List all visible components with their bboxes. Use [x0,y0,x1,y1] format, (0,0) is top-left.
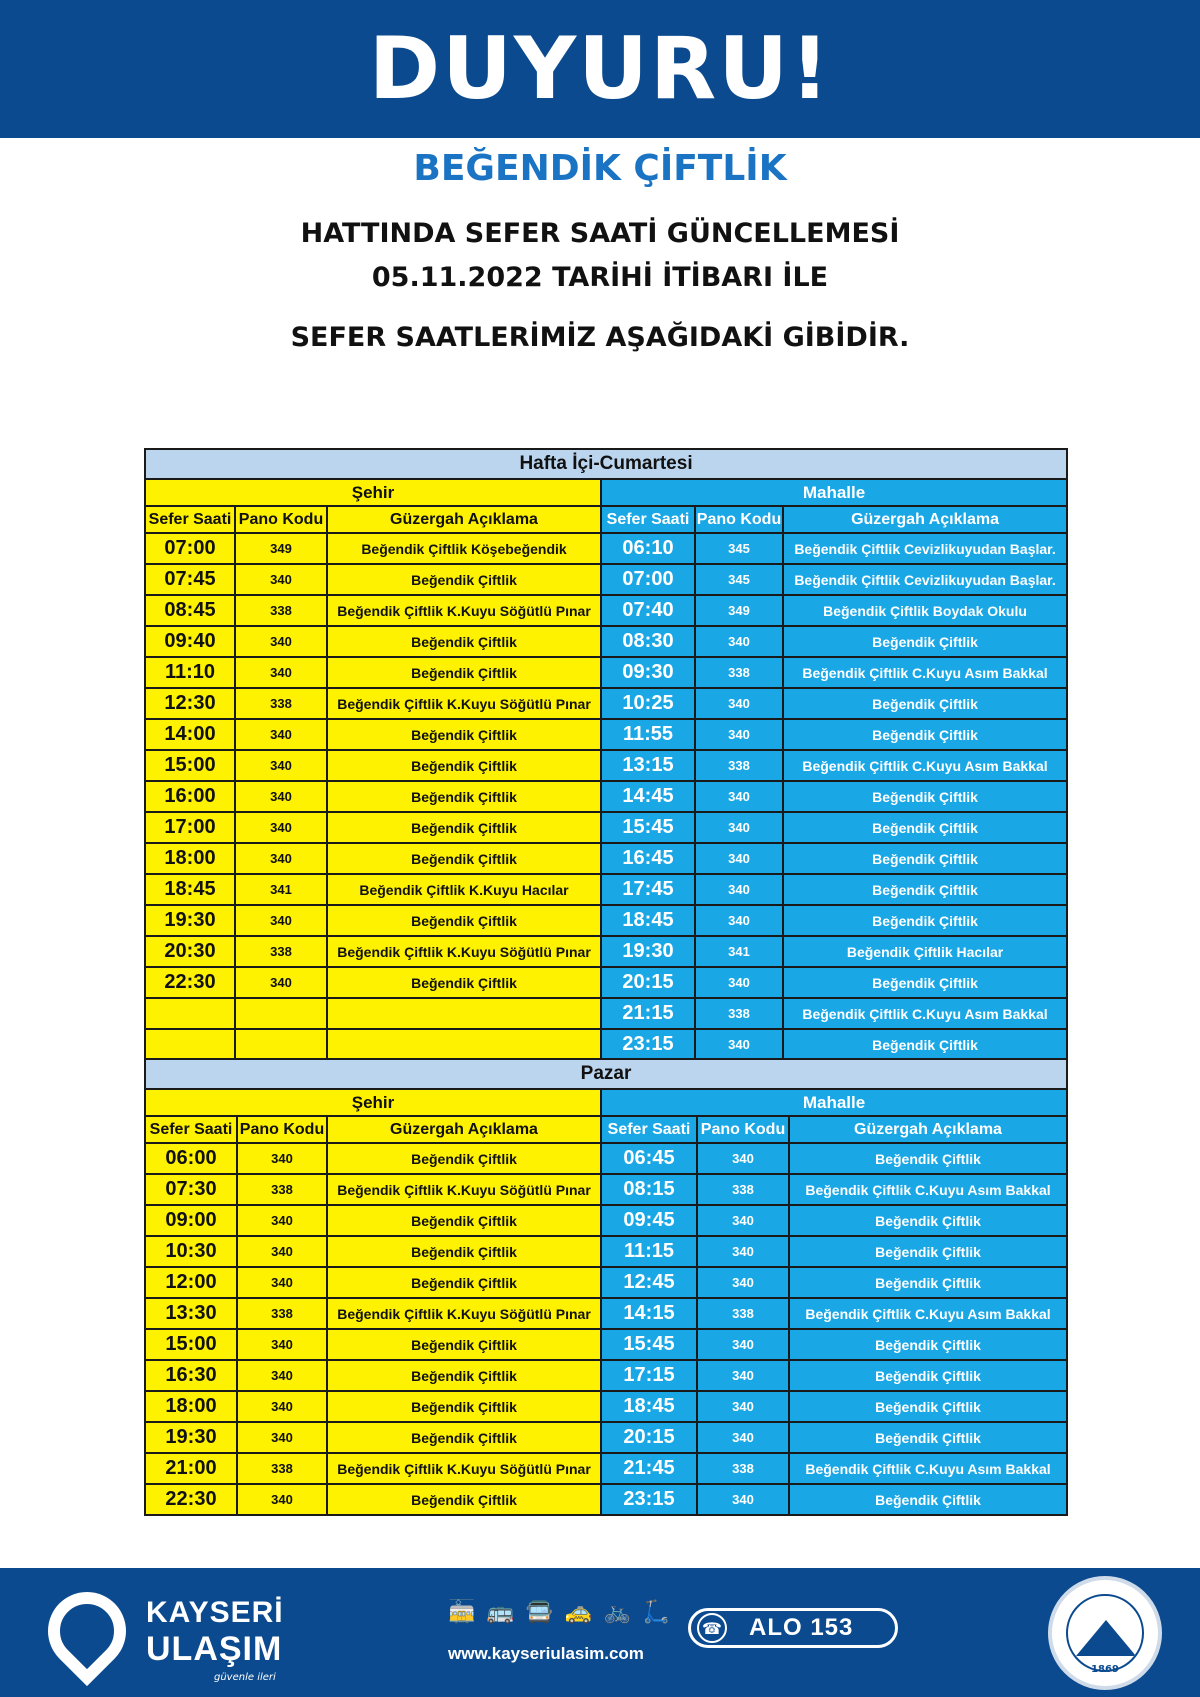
table-row [145,781,1067,812]
mahalle-desc-cell: Beğendik Çiftlik [789,1205,1067,1236]
col-pano-kodu: Pano Kodu [697,1116,789,1143]
table-row [145,936,1067,967]
sehir-time-cell: 16:00 [145,781,235,812]
mahalle-time-cell: 21:45 [601,1453,697,1484]
sehir-desc-cell: Beğendik Çiftlik [327,781,601,812]
taxi-icon: 🚕 [564,1600,593,1625]
sehir-time-cell: 12:00 [145,1267,237,1298]
sehir-time-cell: 14:00 [145,719,235,750]
mahalle-desc-cell: Beğendik Çiftlik C.Kuyu Asım Bakkal [783,998,1067,1029]
top-banner [0,0,1200,138]
mahalle-time-cell: 14:45 [601,781,695,812]
mahalle-code-cell: 338 [697,1298,789,1329]
sehir-code-cell: 340 [237,1267,327,1298]
sehir-code-cell: 340 [237,1143,327,1174]
mahalle-code-cell: 340 [697,1267,789,1298]
mahalle-time-cell: 10:25 [601,688,695,719]
table-row [145,967,1067,998]
sehir-desc-cell: Beğendik Çiftlik K.Kuyu Söğütlü Pınar [327,936,601,967]
mahalle-desc-cell: Beğendik Çiftlik [783,781,1067,812]
mahalle-desc-cell: Beğendik Çiftlik [783,812,1067,843]
sehir-time-cell: 07:00 [145,533,235,564]
mahalle-code-cell: 340 [695,688,783,719]
table-row [145,1484,1067,1515]
table-row [145,1391,1067,1422]
mahalle-desc-cell: Beğendik Çiftlik [789,1484,1067,1515]
mahalle-code-cell: 340 [697,1329,789,1360]
sehir-code-cell: 340 [237,1360,327,1391]
table-row [145,874,1067,905]
mahalle-time-cell: 09:30 [601,657,695,688]
sehir-code-cell: 341 [235,874,327,905]
hotline-badge[interactable] [688,1608,898,1648]
sehir-code-cell: 340 [235,781,327,812]
sehir-desc-cell: Beğendik Çiftlik K.Kuyu Söğütlü Pınar [327,688,601,719]
col-sefer-saati: Sefer Saati [601,1116,697,1143]
sunday-schedule-table [144,1058,1068,1516]
mahalle-desc-cell: Beğendik Çiftlik [789,1236,1067,1267]
mahalle-time-cell: 15:45 [601,812,695,843]
table-row [145,812,1067,843]
table-row [145,595,1067,626]
sehir-time-cell: 09:40 [145,626,235,657]
sehir-header: Şehir [145,1089,601,1116]
sehir-time-cell: 13:30 [145,1298,237,1329]
table-row [145,564,1067,595]
mahalle-code-cell: 340 [697,1422,789,1453]
sehir-time-cell: 22:30 [145,1484,237,1515]
phone-icon: ☎ [697,1613,727,1643]
sehir-time-cell: 15:00 [145,750,235,781]
sehir-code-cell: 340 [237,1422,327,1453]
sehir-time-cell: 06:00 [145,1143,237,1174]
website-link[interactable]: www.kayseriulasim.com [448,1644,644,1663]
mahalle-desc-cell: Beğendik Çiftlik [789,1422,1067,1453]
table-row [145,750,1067,781]
mahalle-desc-cell: Beğendik Çiftlik [783,626,1067,657]
sehir-time-cell: 21:00 [145,1453,237,1484]
mahalle-code-cell: 345 [695,533,783,564]
sehir-desc-cell: Beğendik Çiftlik [327,1267,601,1298]
mahalle-time-cell: 11:55 [601,719,695,750]
mahalle-desc-cell: Beğendik Çiftlik Cevizlikuyudan Başlar. [783,533,1067,564]
mahalle-code-cell: 338 [695,657,783,688]
sehir-desc-cell: Beğendik Çiftlik [327,1360,601,1391]
municipality-seal-logo [1048,1576,1162,1690]
mahalle-desc-cell: Beğendik Çiftlik [789,1143,1067,1174]
mahalle-header: Mahalle [601,479,1067,506]
sehir-time-cell [145,1029,235,1060]
col-guzergah: Güzergah Açıklama [783,506,1067,533]
sehir-code-cell: 340 [235,843,327,874]
mahalle-time-cell: 08:30 [601,626,695,657]
mahalle-code-cell: 340 [695,626,783,657]
sehir-code-cell: 340 [235,657,327,688]
sehir-desc-cell: Beğendik Çiftlik [327,1422,601,1453]
col-sefer-saati: Sefer Saati [145,1116,237,1143]
mahalle-desc-cell: Beğendik Çiftlik [789,1267,1067,1298]
mahalle-time-cell: 23:15 [601,1484,697,1515]
sehir-code-cell: 340 [237,1236,327,1267]
sehir-code-cell: 338 [237,1453,327,1484]
route-name: BEĞENDİK ÇİFTLİK [413,148,787,189]
mahalle-time-cell: 07:00 [601,564,695,595]
sehir-desc-cell: Beğendik Çiftlik [327,626,601,657]
sehir-desc-cell: Beğendik Çiftlik [327,967,601,998]
mahalle-time-cell: 13:15 [601,750,695,781]
sehir-time-cell: 17:00 [145,812,235,843]
sehir-desc-cell: Beğendik Çiftlik [327,1143,601,1174]
sehir-code-cell: 340 [235,967,327,998]
sehir-code-cell: 340 [237,1484,327,1515]
sehir-time-cell: 11:10 [145,657,235,688]
sehir-desc-cell: Beğendik Çiftlik K.Kuyu Söğütlü Pınar [327,1453,601,1484]
table-row [145,1029,1067,1060]
sehir-time-cell: 18:45 [145,874,235,905]
table-row [145,1174,1067,1205]
mahalle-time-cell: 21:15 [601,998,695,1029]
mahalle-desc-cell: Beğendik Çiftlik [783,843,1067,874]
announcement-title: DUYURU! [368,19,832,119]
sehir-header: Şehir [145,479,601,506]
table-row [145,626,1067,657]
sehir-code-cell: 338 [235,936,327,967]
mahalle-time-cell: 20:15 [601,1422,697,1453]
table-row [145,1236,1067,1267]
mahalle-desc-cell: Beğendik Çiftlik C.Kuyu Asım Bakkal [783,750,1067,781]
bus-icon: 🚍 [525,1600,554,1625]
mahalle-code-cell: 340 [695,812,783,843]
table-row [145,1453,1067,1484]
sehir-code-cell: 349 [235,533,327,564]
sehir-time-cell: 18:00 [145,1391,237,1422]
mahalle-code-cell: 338 [697,1453,789,1484]
mahalle-time-cell: 15:45 [601,1329,697,1360]
sehir-time-cell: 10:30 [145,1236,237,1267]
col-pano-kodu: Pano Kodu [235,506,327,533]
mahalle-code-cell: 338 [695,750,783,781]
mahalle-code-cell: 340 [697,1360,789,1391]
mahalle-code-cell: 345 [695,564,783,595]
mahalle-time-cell: 14:15 [601,1298,697,1329]
mahalle-desc-cell: Beğendik Çiftlik [783,967,1067,998]
mahalle-desc-cell: Beğendik Çiftlik C.Kuyu Asım Bakkal [789,1298,1067,1329]
transport-icons [448,1600,670,1634]
sehir-desc-cell: Beğendik Çiftlik [327,843,601,874]
seal-year: 1869 [1091,1664,1119,1675]
sehir-time-cell: 09:00 [145,1205,237,1236]
sehir-time-cell: 20:30 [145,936,235,967]
table-row [145,1205,1067,1236]
weekday-schedule-table [144,448,1068,1061]
notice-line-1: HATTINDA SEFER SAATİ GÜNCELLEMESİ [300,218,900,249]
mahalle-header: Mahalle [601,1089,1067,1116]
mahalle-time-cell: 20:15 [601,967,695,998]
table-row [145,998,1067,1029]
col-sefer-saati: Sefer Saati [145,506,235,533]
sehir-time-cell: 12:30 [145,688,235,719]
sehir-desc-cell: Beğendik Çiftlik [327,1329,601,1360]
mahalle-desc-cell: Beğendik Çiftlik [783,874,1067,905]
notice-line-3: SEFER SAATLERİMİZ AŞAĞIDAKİ GİBİDİR. [290,322,910,353]
mahalle-desc-cell: Beğendik Çiftlik [783,688,1067,719]
mahalle-desc-cell: Beğendik Çiftlik C.Kuyu Asım Bakkal [783,657,1067,688]
sehir-desc-cell: Beğendik Çiftlik [327,750,601,781]
sehir-time-cell: 15:00 [145,1329,237,1360]
sehir-time-cell: 18:00 [145,843,235,874]
mahalle-time-cell: 06:10 [601,533,695,564]
mahalle-time-cell: 11:15 [601,1236,697,1267]
footer-banner [0,1568,1200,1697]
sehir-code-cell: 340 [237,1329,327,1360]
table-row [145,843,1067,874]
mahalle-desc-cell: Beğendik Çiftlik C.Kuyu Asım Bakkal [789,1453,1067,1484]
mahalle-time-cell: 07:40 [601,595,695,626]
mahalle-desc-cell: Beğendik Çiftlik [783,719,1067,750]
mahalle-desc-cell: Beğendik Çiftlik Cevizlikuyudan Başlar. [783,564,1067,595]
sehir-time-cell: 19:30 [145,1422,237,1453]
sehir-desc-cell: Beğendik Çiftlik [327,1484,601,1515]
sehir-time-cell: 07:30 [145,1174,237,1205]
mahalle-desc-cell: Beğendik Çiftlik C.Kuyu Asım Bakkal [789,1174,1067,1205]
sehir-desc-cell: Beğendik Çiftlik [327,1391,601,1422]
table-row [145,1360,1067,1391]
sehir-code-cell: 338 [237,1298,327,1329]
sehir-time-cell: 19:30 [145,905,235,936]
col-guzergah: Güzergah Açıklama [327,506,601,533]
bicycle-icon: 🚲 [603,1600,632,1625]
mahalle-code-cell: 340 [697,1205,789,1236]
tram-icon: 🚋 [448,1600,476,1625]
sehir-code-cell: 340 [235,812,327,843]
mahalle-code-cell: 340 [695,843,783,874]
notice-line-2: 05.11.2022 TARİHİ İTİBARI İLE [371,262,829,293]
mahalle-time-cell: 16:45 [601,843,695,874]
sehir-code-cell [235,1029,327,1060]
table-row [145,1143,1067,1174]
sehir-desc-cell: Beğendik Çiftlik K.Kuyu Söğütlü Pınar [327,595,601,626]
mahalle-code-cell: 340 [695,719,783,750]
sunday-title: Pazar [145,1059,1067,1089]
sehir-code-cell: 340 [235,905,327,936]
mahalle-code-cell: 338 [697,1174,789,1205]
sehir-desc-cell: Beğendik Çiftlik K.Kuyu Söğütlü Pınar [327,1174,601,1205]
mahalle-desc-cell: Beğendik Çiftlik [789,1329,1067,1360]
brand-line-1: KAYSERİ [146,1596,284,1629]
mahalle-desc-cell: Beğendik Çiftlik Boydak Okulu [783,595,1067,626]
table-row [145,1298,1067,1329]
table-row [145,905,1067,936]
table-row [145,657,1067,688]
mahalle-time-cell: 18:45 [601,905,695,936]
scooter-icon: 🛴 [642,1600,670,1625]
sehir-code-cell: 340 [235,626,327,657]
mahalle-desc-cell: Beğendik Çiftlik [789,1360,1067,1391]
sehir-code-cell: 340 [235,719,327,750]
sehir-code-cell [235,998,327,1029]
location-pin-icon [32,1576,142,1686]
col-guzergah: Güzergah Açıklama [789,1116,1067,1143]
mahalle-desc-cell: Beğendik Çiftlik [783,905,1067,936]
sehir-time-cell: 16:30 [145,1360,237,1391]
table-row [145,719,1067,750]
mahalle-code-cell: 338 [695,998,783,1029]
sehir-code-cell: 338 [235,688,327,719]
sehir-desc-cell: Beğendik Çiftlik [327,719,601,750]
sehir-desc-cell [327,1029,601,1060]
mahalle-time-cell: 19:30 [601,936,695,967]
mahalle-time-cell: 08:15 [601,1174,697,1205]
mahalle-desc-cell: Beğendik Çiftlik [783,1029,1067,1060]
sehir-time-cell: 08:45 [145,595,235,626]
mahalle-code-cell: 340 [697,1143,789,1174]
mahalle-desc-cell: Beğendik Çiftlik Hacılar [783,936,1067,967]
col-sefer-saati: Sefer Saati [601,506,695,533]
sehir-desc-cell: Beğendik Çiftlik [327,657,601,688]
mahalle-time-cell: 06:45 [601,1143,697,1174]
sehir-code-cell: 338 [237,1174,327,1205]
mahalle-code-cell: 340 [697,1484,789,1515]
sehir-code-cell: 338 [235,595,327,626]
mahalle-desc-cell: Beğendik Çiftlik [789,1391,1067,1422]
brand-line-2: ULAŞIM [146,1630,283,1668]
mahalle-code-cell: 340 [695,905,783,936]
mahalle-code-cell: 340 [695,874,783,905]
sehir-desc-cell: Beğendik Çiftlik [327,1205,601,1236]
col-pano-kodu: Pano Kodu [695,506,783,533]
mahalle-time-cell: 09:45 [601,1205,697,1236]
sehir-code-cell: 340 [237,1205,327,1236]
sehir-code-cell: 340 [235,750,327,781]
sehir-time-cell [145,998,235,1029]
sehir-desc-cell [327,998,601,1029]
bus-icon: 🚌 [486,1600,515,1625]
mahalle-time-cell: 12:45 [601,1267,697,1298]
mahalle-code-cell: 341 [695,936,783,967]
sehir-desc-cell: Beğendik Çiftlik K.Kuyu Söğütlü Pınar [327,1298,601,1329]
sehir-time-cell: 07:45 [145,564,235,595]
table-row [145,1329,1067,1360]
table-row [145,1267,1067,1298]
sehir-time-cell: 22:30 [145,967,235,998]
slogan: güvenle ileri [214,1672,276,1683]
sehir-desc-cell: Beğendik Çiftlik [327,564,601,595]
sehir-desc-cell: Beğendik Çiftlik [327,1236,601,1267]
mahalle-code-cell: 340 [697,1236,789,1267]
sehir-code-cell: 340 [235,564,327,595]
table-row [145,1422,1067,1453]
mahalle-time-cell: 17:15 [601,1360,697,1391]
sehir-desc-cell: Beğendik Çiftlik Köşebeğendik [327,533,601,564]
sehir-desc-cell: Beğendik Çiftlik [327,812,601,843]
mahalle-code-cell: 340 [695,1029,783,1060]
hotline-number: ALO 153 [749,1614,854,1641]
mahalle-code-cell: 340 [695,781,783,812]
mahalle-time-cell: 23:15 [601,1029,695,1060]
mahalle-time-cell: 17:45 [601,874,695,905]
col-guzergah: Güzergah Açıklama [327,1116,601,1143]
mahalle-time-cell: 18:45 [601,1391,697,1422]
mahalle-code-cell: 340 [697,1391,789,1422]
weekday-title: Hafta İçi-Cumartesi [145,449,1067,479]
kayseri-ulasim-logo [44,1588,304,1683]
sehir-desc-cell: Beğendik Çiftlik [327,905,601,936]
sehir-code-cell: 340 [237,1391,327,1422]
mahalle-code-cell: 349 [695,595,783,626]
mahalle-code-cell: 340 [695,967,783,998]
sehir-desc-cell: Beğendik Çiftlik K.Kuyu Hacılar [327,874,601,905]
table-row [145,533,1067,564]
col-pano-kodu: Pano Kodu [237,1116,327,1143]
table-row [145,688,1067,719]
mountain-icon [1076,1620,1136,1656]
